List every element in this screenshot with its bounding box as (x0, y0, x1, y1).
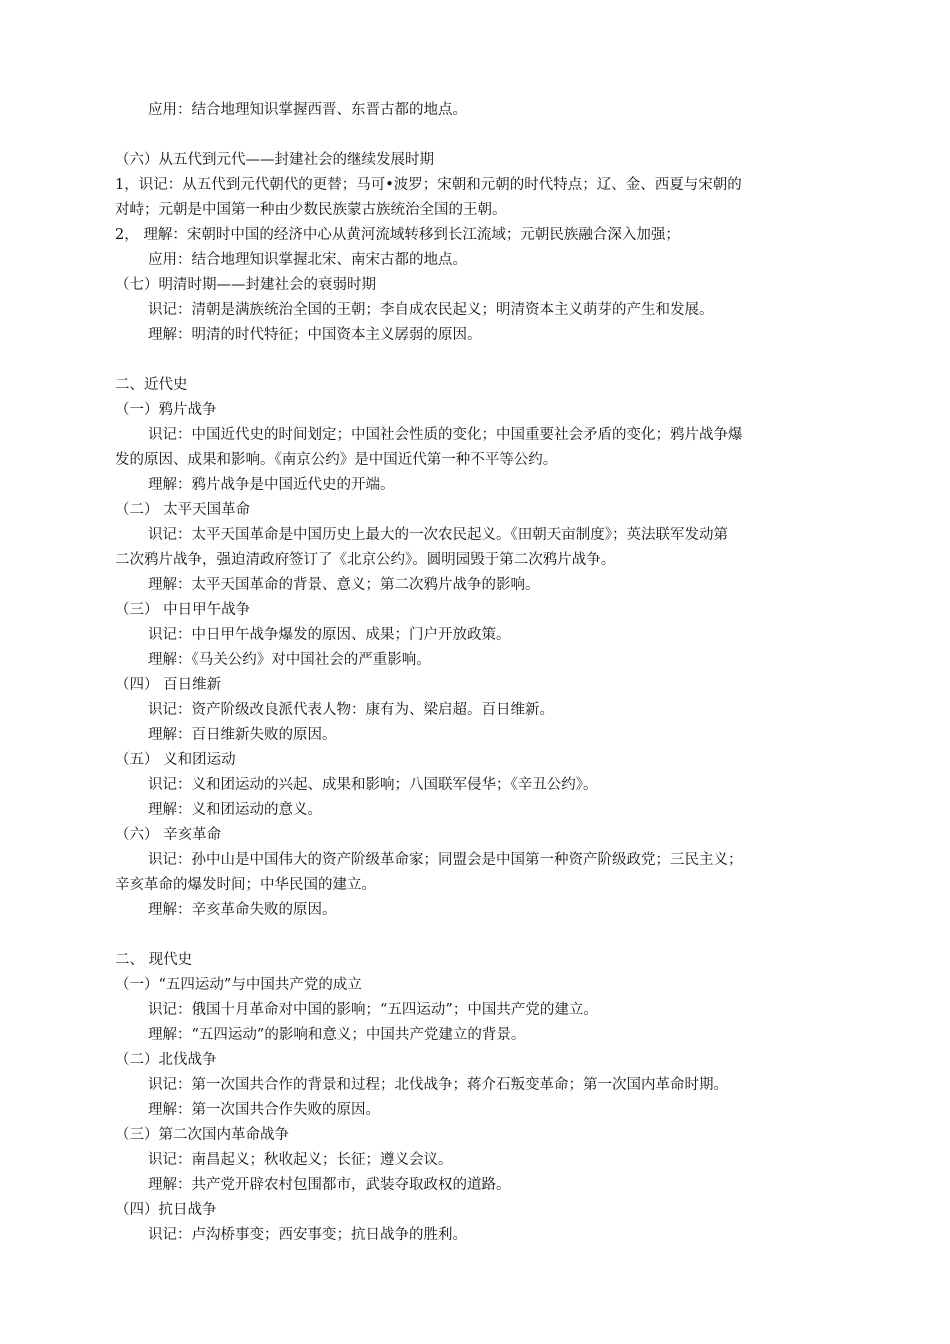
paragraph-line: 1，识记：从五代到元代朝代的更替；马可•波罗；宋朝和元朝的时代特点；辽、金、西夏与宋朝的 (115, 177, 742, 193)
paragraph-line: 二、 现代史 (115, 952, 193, 968)
indented-paragraph-line: 理解：鸦片战争是中国近代史的开端。 (148, 477, 395, 493)
indented-paragraph-line: 识记：义和团运动的兴起、成果和影响；八国联军侵华；《辛丑公约》。 (148, 777, 598, 793)
indented-paragraph-line: 识记：孙中山是中国伟大的资产阶级革命家；同盟会是中国第一种资产阶级政党；三民主义； (148, 852, 743, 868)
indented-paragraph-line: 应用：结合地理知识掌握西晋、东晋古都的地点。 (148, 102, 467, 118)
indented-paragraph-line: 理解：百日维新失败的原因。 (148, 727, 337, 743)
indented-paragraph-line: 理解：义和团运动的意义。 (148, 802, 322, 818)
indented-paragraph-line: 理解：第一次国共合作失败的原因。 (148, 1102, 380, 1118)
section-heading: （七）明清时期——封建社会的衰弱时期 (115, 277, 376, 293)
section-heading: （一）鸦片战争 (115, 402, 217, 418)
paragraph-line: 2， 理解：宋朝时中国的经济中心从黄河流域转移到长江流域；元朝民族融合深入加强； (115, 227, 680, 243)
indented-paragraph-line: 理解：“五四运动”的影响和意义；中国共产党建立的背景。 (148, 1027, 526, 1043)
paragraph-line: 二、近代史 (115, 377, 188, 393)
indented-paragraph-line: 理解：太平天国革命的背景、意义；第二次鸦片战争的影响。 (148, 577, 540, 593)
blank-line (115, 123, 837, 148)
indented-paragraph-line: 理解：共产党开辟农村包围都市，武装夺取政权的道路。 (148, 1177, 511, 1193)
indented-paragraph-line: 识记：清朝是满族统治全国的王朝；李自成农民起义；明清资本主义萌芽的产生和发展。 (148, 302, 714, 318)
indented-paragraph-line: 识记：中日甲午战争爆发的原因、成果；门户开放政策。 (148, 627, 511, 643)
indented-paragraph-line: 理解：明清的时代特征；中国资本主义孱弱的原因。 (148, 327, 482, 343)
indented-paragraph-line: 识记：卢沟桥事变；西安事变；抗日战争的胜利。 (148, 1227, 467, 1243)
section-heading: （二）北伐战争 (115, 1052, 217, 1068)
section-heading: （六） 辛亥革命 (115, 827, 222, 843)
section-heading: （四） 百日维新 (115, 677, 222, 693)
indented-paragraph-line: 理解：《马关公约》对中国社会的严重影响。 (148, 652, 431, 668)
document-body (115, 98, 837, 1248)
indented-paragraph-line: 识记：中国近代史的时间划定；中国社会性质的变化；中国重要社会矛盾的变化；鸦片战争爆 (148, 427, 743, 443)
section-heading: （一）“五四运动”与中国共产党的成立 (115, 977, 362, 993)
indented-paragraph-line: 应用：结合地理知识掌握北宋、南宋古都的地点。 (148, 252, 467, 268)
indented-paragraph-line: 识记：俄国十月革命对中国的影响；“五四运动”；中国共产党的建立。 (148, 1002, 598, 1018)
paragraph-line: 发的原因、成果和影响。《南京公约》是中国近代第一种不平等公约。 (115, 452, 558, 468)
section-heading: （六）从五代到元代——封建社会的继续发展时期 (115, 152, 434, 168)
blank-line (115, 348, 837, 373)
section-heading: （四）抗日战争 (115, 1202, 217, 1218)
indented-paragraph-line: 识记：资产阶级改良派代表人物：康有为、梁启超。百日维新。 (148, 702, 554, 718)
section-heading: （三） 中日甲午战争 (115, 602, 251, 618)
blank-line (115, 923, 837, 948)
paragraph-line: 二次鸦片战争，强迫清政府签订了《北京公约》。圆明园毁于第二次鸦片战争。 (115, 552, 616, 568)
indented-paragraph-line: 理解：辛亥革命失败的原因。 (148, 902, 337, 918)
paragraph-line: 辛亥革命的爆发时间；中华民国的建立。 (115, 877, 376, 893)
indented-paragraph-line: 识记：第一次国共合作的背景和过程；北伐战争；蒋介石叛变革命；第一次国内革命时期。 (148, 1077, 728, 1093)
section-heading: （三）第二次国内革命战争 (115, 1127, 289, 1143)
section-heading: （二） 太平天国革命 (115, 502, 251, 518)
paragraph-line: 对峙；元朝是中国第一种由少数民族蒙古族统治全国的王朝。 (115, 202, 507, 218)
indented-paragraph-line: 识记：太平天国革命是中国历史上最大的一次农民起义。《田朝天亩制度》；英法联军发动第 (148, 527, 728, 543)
section-heading: （五） 义和团运动 (115, 752, 236, 768)
indented-paragraph-line: 识记：南昌起义；秋收起义；长征；遵义会议。 (148, 1152, 453, 1168)
